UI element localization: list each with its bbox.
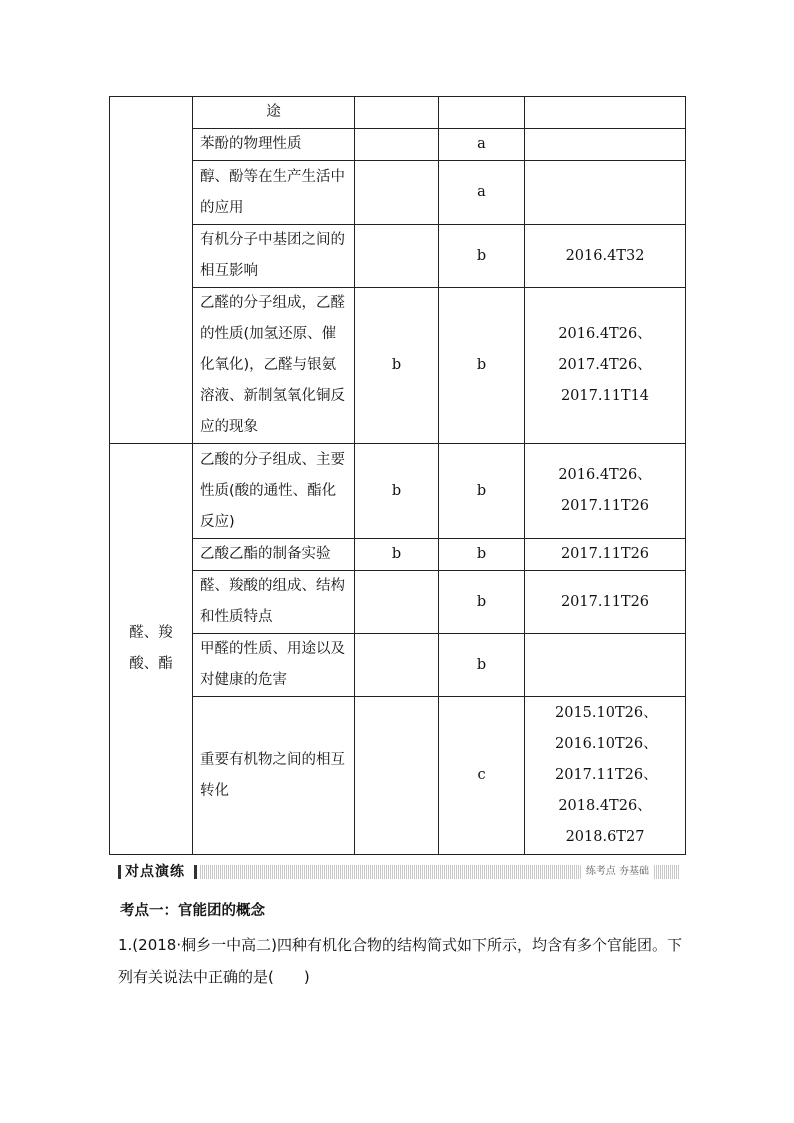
- point-cell: 重要有机物之间的相互转化: [193, 697, 355, 855]
- section-bar-left: [118, 865, 121, 879]
- level-cell: b: [355, 444, 439, 539]
- exam-year-cell: [525, 161, 686, 225]
- exam-year-cell: 2016.4T26、2017.4T26、2017.11T14: [525, 288, 686, 444]
- point-cell: 醛、羧酸的组成、结构和性质特点: [193, 571, 355, 634]
- level-cell: [355, 129, 439, 161]
- exam-year-cell: 2017.11T26: [525, 539, 686, 571]
- exam-year-cell: [525, 97, 686, 129]
- level-cell: [439, 97, 525, 129]
- point-cell: 醇、酚等在生产生活中的应用: [193, 161, 355, 225]
- exam-point-heading: 考点一：官能团的概念: [120, 903, 265, 919]
- section-bar-right: [194, 865, 197, 879]
- exam-year-cell: [525, 634, 686, 697]
- point-cell: 乙酸的分子组成、主要性质(酸的通性、酯化反应): [193, 444, 355, 539]
- level-cell: [355, 571, 439, 634]
- level-cell: [355, 97, 439, 129]
- exam-year-cell: 2016.4T32: [525, 225, 686, 288]
- table-row: [110, 129, 686, 161]
- level-cell: b: [439, 225, 525, 288]
- category-cell: 醛、羧酸、酯: [110, 444, 193, 855]
- level-cell: [355, 634, 439, 697]
- table-row: [110, 697, 686, 855]
- table-row: [110, 161, 686, 225]
- point-cell: 甲醛的性质、用途以及对健康的危害: [193, 634, 355, 697]
- level-cell: a: [439, 129, 525, 161]
- level-cell: b: [439, 571, 525, 634]
- level-cell: [355, 697, 439, 855]
- exam-year-cell: [525, 129, 686, 161]
- exam-year-cell: 2017.11T26: [525, 571, 686, 634]
- level-cell: b: [439, 288, 525, 444]
- table-row: [110, 225, 686, 288]
- point-cell: 乙酸乙酯的制备实验: [193, 539, 355, 571]
- exam-year-cell: 2016.4T26、2017.11T26: [525, 444, 686, 539]
- point-cell: 途: [193, 97, 355, 129]
- level-cell: b: [439, 634, 525, 697]
- exam-year-cell: 2015.10T26、2016.10T26、2017.11T26、2018.4T26、2018.6T27: [525, 697, 686, 855]
- level-cell: b: [439, 539, 525, 571]
- level-cell: b: [355, 288, 439, 444]
- table-row: [110, 97, 686, 129]
- table-row: [110, 571, 686, 634]
- practice-tag: 练考点 夯基础: [582, 864, 653, 880]
- practice-title: 对点演练: [125, 864, 185, 880]
- question-text: 1.(2018·桐乡一中高二)四种有机化合物的结构简式如下所示，均含有多个官能团。下列有关说法中正确的是( ): [118, 936, 682, 986]
- level-cell: [355, 161, 439, 225]
- point-cell: 苯酚的物理性质: [193, 129, 355, 161]
- category-cell: [110, 97, 193, 444]
- point-cell: 乙醛的分子组成，乙醛的性质(加氢还原、催化氧化)，乙醛与银氨溶液、新制氢氧化铜反应的现象: [193, 288, 355, 444]
- table-row: [110, 634, 686, 697]
- level-cell: c: [439, 697, 525, 855]
- table-row: [110, 444, 686, 539]
- level-cell: b: [439, 444, 525, 539]
- table-row: [110, 539, 686, 571]
- practice-section-header: [118, 862, 679, 882]
- table-row: [110, 288, 686, 444]
- level-cell: a: [439, 161, 525, 225]
- level-cell: b: [355, 539, 439, 571]
- level-cell: [355, 225, 439, 288]
- exam-points-table: [109, 96, 686, 855]
- point-cell: 有机分子中基团之间的相互影响: [193, 225, 355, 288]
